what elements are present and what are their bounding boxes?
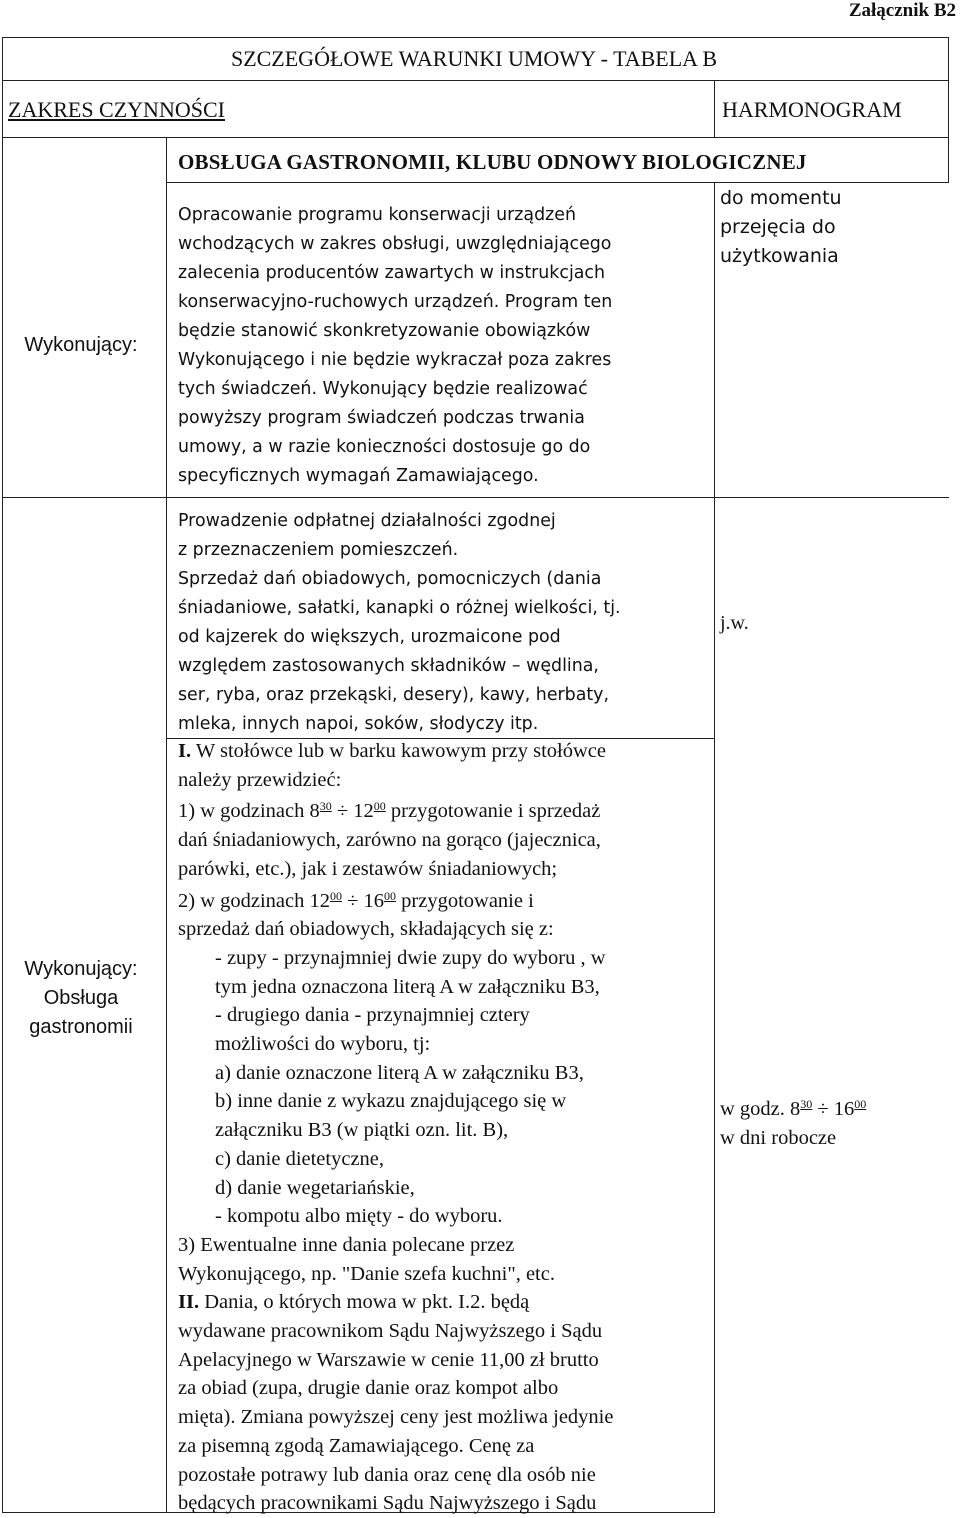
text-line: należy przewidzieć: [178, 768, 342, 791]
label-line: gastronomii [29, 1016, 133, 1038]
text-line: 3) Ewentualne inne dania polecane przez [178, 1233, 515, 1256]
text-line: za obiad (zupa, drugie danie oraz kompot albo [178, 1377, 559, 1400]
attachment-label: Załącznik B2 [848, 0, 956, 21]
schedule-line: do momentu [720, 187, 842, 209]
indented-line: - kompotu albo mięty - do wyboru. [215, 1205, 503, 1228]
text-line: mleka, innych napoi, soków, słodyczy itp. [178, 714, 539, 734]
scope-column-header: ZAKRES CZYNNOŚCI [8, 97, 225, 122]
text-line: parówki, etc.), jak i zestawów śniadaniowych; [178, 857, 558, 880]
indented-line: a) danie oznaczone literą A w załączniku B3, [215, 1061, 584, 1084]
indented-line: - drugiego dania - przynajmniej cztery [215, 1004, 530, 1027]
schedule-line [720, 1095, 866, 1124]
indented-line: b) inne danie z wykazu znajdującego się w [215, 1090, 567, 1113]
text-span: ÷ 16 [342, 889, 385, 912]
text-line: mięta). Zmiana powyższej ceny jest możliwa jedynie [178, 1406, 614, 1429]
text-line: konserwacyjno-ruchowych urządzeń. Program ten [178, 292, 613, 312]
text-line: ser, ryba, oraz przekąski, desery), kawy, herbaty, [178, 685, 610, 705]
superscript: 00 [373, 799, 386, 814]
table-border-left [2, 37, 3, 1513]
indented-line: d) danie wegetariańskie, [215, 1176, 415, 1199]
text-line [178, 887, 713, 916]
text-line: z przeznaczeniem pomieszczeń. [178, 540, 459, 560]
row1-text [178, 201, 713, 491]
text-span: w godz. 8 [720, 1098, 801, 1120]
indented-line: załączniku B3 (w piątki ozn. lit. B), [215, 1119, 509, 1142]
label-line: Wykonujący: [24, 958, 138, 980]
text-line: sprzedaż dań obiadowych, składających się z: [178, 918, 554, 941]
section-bottom-rule [166, 182, 949, 183]
text-span: 1) w godzinach 8 [178, 800, 320, 823]
text-line: będących pracownikami Sądu Najwyższego i Sądu [178, 1492, 597, 1515]
superscript: 30 [319, 799, 332, 814]
text-line: wydawane pracownikom Sądu Najwyższego i Sądu [178, 1320, 603, 1343]
text-line: śniadaniowe, sałatki, kanapki o różnej wielkości, tj. [178, 598, 621, 618]
text-span: przygotowanie i [396, 889, 534, 912]
section-number: I. [178, 740, 192, 762]
text-line: będzie stanowić skonkretyzowanie obowiązków [178, 321, 591, 341]
row1-bottom-rule [2, 497, 949, 498]
schedule-line: użytkowania [720, 245, 839, 267]
row1-schedule [720, 184, 842, 271]
superscript: 00 [384, 888, 397, 903]
schedule-line: w dni robocze [720, 1127, 837, 1149]
text-line: specyficznych wymagań Zamawiającego. [178, 466, 539, 486]
indented-line: możliwości do wyboru, tj: [215, 1033, 431, 1056]
row2-sub2-schedule [720, 1095, 866, 1153]
text-line: od kajzerek do większych, urozmaicone pod [178, 627, 561, 647]
row1-left-label: Wykonujący: [24, 334, 138, 356]
text-span: Dania, o których mowa w pkt. I.2. będą [199, 1291, 530, 1314]
section-title: OBSŁUGA GASTRONOMII, KLUBU ODNOWY BIOLOGICZNEJ [178, 150, 807, 174]
text-line: powyższy program świadczeń podczas trwania [178, 408, 585, 428]
title-bottom-rule [2, 80, 949, 81]
text-line: pozostałe potrawy lub dania oraz cenę dla osób nie [178, 1463, 596, 1486]
row2-left-label [0, 955, 162, 1042]
text-span: 2) w godzinach 12 [178, 889, 330, 912]
section-number: II. [178, 1291, 200, 1314]
text-span: W stołówce lub w barku kawowym przy stołówce [191, 740, 606, 762]
table-border-top [2, 37, 949, 38]
text-line: Apelacyjnego w Warszawie w cenie 11,00 zł brutto [178, 1348, 599, 1371]
text-span: przygotowanie i sprzedaż [385, 800, 601, 823]
table-border-right-top [948, 37, 949, 182]
superscript: 30 [800, 1097, 813, 1111]
label-line: Obsługa [43, 987, 119, 1009]
text-line: Prowadzenie odpłatnej działalności zgodnej [178, 511, 556, 531]
text-line: względem zastosowanych składników – wędlina, [178, 656, 599, 676]
text-line: Opracowanie programu konserwacji urządzeń [178, 205, 576, 225]
left-col-divider [166, 138, 167, 1513]
text-line [178, 797, 713, 826]
text-line: Wykonującego, np. "Danie szefa kuchni", etc. [178, 1262, 555, 1285]
row2-sub1-schedule: j.w. [720, 612, 749, 634]
text-line: Sprzedaż dań obiadowych, pomocniczych (dania [178, 569, 602, 589]
harmonogram-divider [714, 80, 715, 138]
row2-sub2-text [178, 737, 713, 1518]
text-span: ÷ 16 [812, 1098, 855, 1120]
schedule-column-header: HARMONOGRAM [722, 97, 902, 122]
page-title: SZCZEGÓŁOWE WARUNKI UMOWY - TABELA B [230, 46, 718, 71]
schedule-line: przejęcia do [720, 216, 836, 238]
text-line: umowy, a w razie konieczności dostosuje go do [178, 437, 591, 457]
indented-line: c) danie dietetyczne, [215, 1147, 385, 1170]
text-line: dań śniadaniowych, zarówno na gorąco (jajecznica, [178, 829, 601, 852]
text-line: zalecenia producentów zawartych w instrukcjach [178, 263, 606, 283]
superscript: 00 [854, 1097, 867, 1111]
indented-line: tym jedna oznaczona literą A w załączniku B3, [215, 975, 600, 998]
schedule-col-divider [714, 182, 715, 1513]
row2-sub1-text [178, 507, 713, 739]
indented-line: - zupy - przynajmniej dwie zupy do wyboru , w [215, 946, 606, 969]
text-line [178, 1288, 713, 1317]
header-bottom-rule [2, 137, 949, 138]
text-line: za pisemną zgodą Zamawiającego. Cenę za [178, 1434, 535, 1457]
text-line: tych świadczeń. Wykonujący będzie realizować [178, 379, 588, 399]
text-line [178, 737, 713, 766]
superscript: 00 [330, 888, 342, 903]
text-line: Wykonującego i nie będzie wykraczał poza zakres [178, 350, 612, 370]
text-line: wchodzących w zakres obsługi, uwzględniającego [178, 234, 612, 254]
text-span: ÷ 12 [331, 800, 374, 823]
